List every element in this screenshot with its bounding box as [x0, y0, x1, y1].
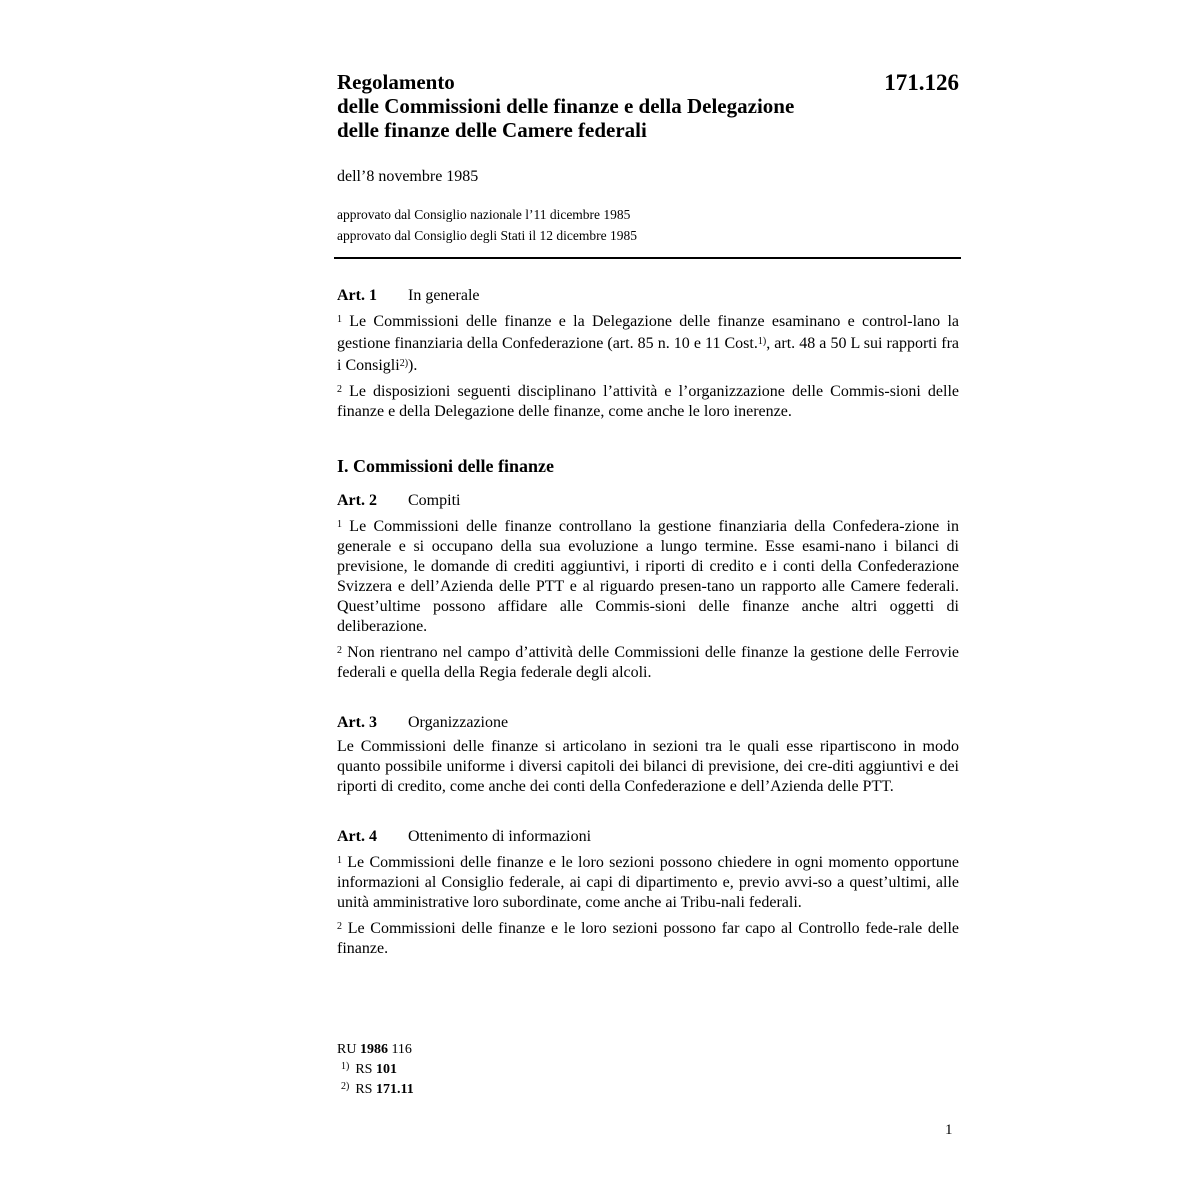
- paragraph-number: 1: [337, 519, 342, 530]
- ru-prefix: RU: [337, 1042, 360, 1057]
- paragraph-number: 2: [337, 645, 342, 656]
- paragraph-text: Le Commissioni delle finanze e le loro sezioni possono far capo al Controllo fede-rale delle finanze.: [337, 920, 959, 957]
- article-2-paragraph-1: [337, 515, 959, 637]
- paragraph-number: 1: [337, 314, 342, 325]
- sr-number: 171.126: [884, 70, 959, 95]
- article-3-paragraph-1: Le Commissioni delle finanze si articolano in sezioni tra le quali esse ripartiscono in modo quanto possibile uniforme i diversi capitoli dei bilanci di previsione, dei cre-diti aggiuntivi e dei riporti di credito, come anche dei conti della Confederazione e dell’Azienda delle PTT.: [337, 738, 959, 795]
- approvals: [337, 204, 959, 246]
- paragraph-text: Non rientrano nel campo d’attività delle Commissioni delle finanze la gestione delle Ferrovie federali e quella della Regia federale degli alcoli.: [337, 644, 959, 681]
- article-heading-3: [337, 713, 959, 733]
- footnote-2: [341, 1078, 414, 1098]
- header-divider: [334, 257, 961, 259]
- footnote-marker: 1): [341, 1061, 350, 1072]
- article-number: Art. 2: [337, 492, 377, 509]
- article-heading-1: [337, 286, 959, 306]
- document-page: [337, 70, 959, 957]
- footnote-reference: 171.11: [375, 1082, 414, 1097]
- document-body: [337, 286, 959, 959]
- article-title: Ottenimento di informazioni: [408, 828, 592, 845]
- article-number: Art. 1: [337, 287, 377, 304]
- document-title-line-2: delle Commissioni delle finanze e della Delegazione: [337, 94, 795, 118]
- ru-page: 116: [387, 1042, 412, 1057]
- footnote-ref: 2): [399, 358, 409, 369]
- document-title-line-1: Regolamento: [337, 70, 455, 94]
- ru-year: 1986: [359, 1042, 388, 1057]
- footnote-ref: 1): [757, 336, 767, 347]
- article-title: Organizzazione: [408, 714, 509, 731]
- article-number: Art. 4: [337, 828, 377, 845]
- footnotes: [337, 1041, 414, 1098]
- article-number: Art. 3: [337, 714, 377, 731]
- document-title-line-3: delle finanze delle Camere federali: [337, 118, 647, 142]
- footnote-reference: 101: [375, 1062, 397, 1077]
- article-title: Compiti: [408, 492, 461, 509]
- paragraph-text: Le Commissioni delle finanze controllano la gestione finanziaria della Confedera-zione in generale e si occupano della sua evoluzione a lungo termine. Esse esami-nano i bilanci di previsione, le domande di crediti aggiuntivi, i riporti di credito e i conti della Confederazione Svizzera e dell’Azienda delle PTT e al riguardo presen-tano un rapporto alle Camere federali. Quest’ultime possono affidare alle Commis-sioni delle finanze anche altri oggetti di deliberazione.: [337, 518, 959, 635]
- footnote-prefix: RS: [355, 1062, 376, 1077]
- paragraph-text: Le Commissioni delle finanze e le loro sezioni possono chiedere in ogni momento opportune informazioni al Consiglio federale, ai capi di dipartimento e, previo avvi-so a quest’ultimi, alle unità amministrative loro subordinate, come anche ai Tribu-nali federali.: [337, 854, 959, 911]
- article-title: In generale: [408, 287, 480, 304]
- footnote-prefix: RS: [355, 1082, 376, 1097]
- footnote-marker: 2): [341, 1081, 350, 1092]
- document-date: dell’8 novembre 1985: [337, 168, 479, 185]
- paragraph-number: 2: [337, 384, 342, 395]
- ru-reference: [337, 1041, 414, 1058]
- approval-council-of-states: approvato dal Consiglio degli Stati il 12 dicembre 1985: [337, 228, 637, 243]
- article-2-paragraph-2: [337, 641, 959, 683]
- paragraph-text: , art. 48 a 50 L sui rapporti fra i Consigli: [337, 335, 959, 374]
- article-heading-2: [337, 491, 959, 511]
- paragraph-text: Le Commissioni delle finanze e la Delegazione delle finanze esaminano e control-lano la gestione finanziaria della Confederazione (art. 85 n. 10 e 11 Cost.: [337, 313, 959, 352]
- article-1-paragraph-2: [337, 380, 959, 422]
- paragraph-text: ).: [408, 357, 418, 374]
- title-block: [337, 70, 959, 142]
- paragraph-number: 2: [337, 921, 342, 932]
- approval-national-council: approvato dal Consiglio nazionale l’11 dicembre 1985: [337, 207, 631, 222]
- footnote-1: [341, 1058, 414, 1078]
- section-title: I. Commissioni delle finanze: [337, 456, 555, 476]
- page-number: 1: [945, 1122, 953, 1138]
- article-heading-4: [337, 827, 959, 847]
- article-4-paragraph-1: [337, 851, 959, 913]
- paragraph-number: 1: [337, 855, 342, 866]
- article-1-paragraph-1: [337, 310, 959, 376]
- article-4-paragraph-2: [337, 917, 959, 959]
- paragraph-text: Le disposizioni seguenti disciplinano l’attività e l’organizzazione delle Commis-sioni delle finanze e della Delegazione delle finanze, come anche le loro inerenze.: [337, 383, 959, 420]
